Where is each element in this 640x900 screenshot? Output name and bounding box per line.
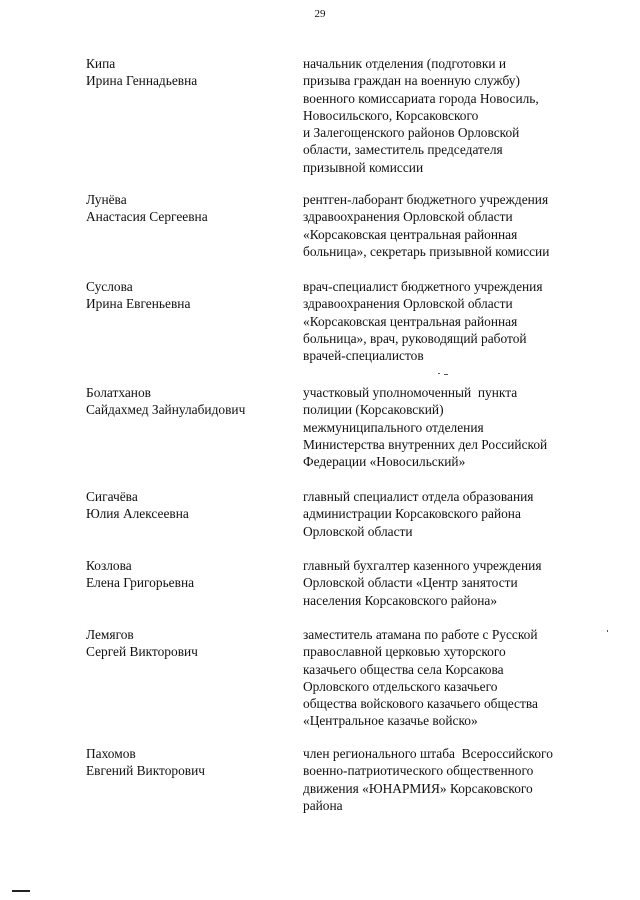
role-line: Министерства внутренних дел Российской <box>303 436 548 452</box>
role-line: района <box>303 797 343 813</box>
member-given-names: Ирина Геннадьевна <box>86 73 198 89</box>
role-line: администрации Корсаковского района <box>303 506 521 522</box>
scan-mark <box>12 890 30 892</box>
scan-speck <box>607 630 608 632</box>
role-line: полиции (Корсаковский) <box>303 402 444 418</box>
member-role <box>303 278 603 364</box>
role-line: Орловской области «Центр занятости <box>303 575 518 591</box>
member-role <box>303 488 603 540</box>
member-name <box>86 488 286 523</box>
role-line: движения «ЮНАРМИЯ» Корсаковского <box>303 780 533 796</box>
member-name <box>86 278 286 313</box>
role-line: призыва граждан на военную службу) <box>303 73 520 89</box>
role-line: здравоохранения Орловской области <box>303 296 513 312</box>
role-line: врач-специалист бюджетного учреждения <box>303 279 543 294</box>
role-line: участковый уполномоченный пункта <box>303 385 518 400</box>
member-surname: Козлова <box>86 558 132 573</box>
role-line: Орловского отдельского казачьего <box>303 678 498 694</box>
member-name <box>86 384 286 419</box>
role-line: главный бухгалтер казенного учреждения <box>303 558 542 573</box>
member-surname: Кипа <box>86 56 116 71</box>
role-line: «Корсаковская центральная районная <box>303 313 518 329</box>
role-line: межмуниципального отделения <box>303 419 484 435</box>
member-name <box>86 55 286 90</box>
member-given-names: Сайдахмед Зайнулабидович <box>86 402 246 418</box>
role-line: заместитель атамана по работе с Русской <box>303 627 538 642</box>
role-line: «Центральное казачье войско» <box>303 713 478 729</box>
member-surname: Болатханов <box>86 385 151 400</box>
role-line: рентген-лаборант бюджетного учреждения <box>303 192 549 207</box>
member-name <box>86 191 286 226</box>
role-line: и Залегощенского районов Орловской <box>303 125 520 141</box>
member-role <box>303 745 603 814</box>
member-given-names: Анастасия Сергеевна <box>86 209 208 225</box>
role-line: населения Корсаковского района» <box>303 592 498 608</box>
role-line: начальник отделения (подготовки и <box>303 56 507 71</box>
role-line: главный специалист отдела образования <box>303 489 534 504</box>
member-surname: Пахомов <box>86 746 136 761</box>
scan-speck <box>444 374 448 375</box>
member-given-names: Евгений Викторович <box>86 763 206 779</box>
member-name <box>86 626 286 661</box>
member-role <box>303 191 603 260</box>
member-role <box>303 626 603 730</box>
page-number: 29 <box>314 8 326 20</box>
member-name <box>86 557 286 592</box>
role-line: Орловской области <box>303 523 413 539</box>
member-surname: Лунёва <box>86 192 127 207</box>
role-line: области, заместитель председателя <box>303 142 503 158</box>
role-line: Федерации «Новосильский» <box>303 454 466 470</box>
member-surname: Лемягов <box>86 627 134 642</box>
role-line: военно-патриотического общественного <box>303 763 534 779</box>
member-role <box>303 55 603 176</box>
member-given-names: Сергей Викторович <box>86 644 198 660</box>
role-line: военного комиссариата города Новосиль, <box>303 90 539 106</box>
role-line: призывной комиссии <box>303 159 424 175</box>
role-line: казачьего общества села Корсакова <box>303 661 504 677</box>
member-surname: Суслова <box>86 279 133 294</box>
member-given-names: Ирина Евгеньевна <box>86 296 191 312</box>
role-line: больница», секретарь призывной комиссии <box>303 243 550 259</box>
role-line: общества войскового казачьего общества <box>303 696 538 712</box>
role-line: член регионального штаба Всероссийского <box>303 746 553 761</box>
role-line: здравоохранения Орловской области <box>303 209 513 225</box>
role-line: Новосильского, Корсаковского <box>303 107 479 123</box>
role-line: «Корсаковская центральная районная <box>303 226 518 242</box>
member-role <box>303 384 603 470</box>
member-name <box>86 745 286 780</box>
scan-speck <box>438 373 440 374</box>
member-role <box>303 557 603 609</box>
member-surname: Сигачёва <box>86 489 138 504</box>
role-line: больница», врач, руководящий работой <box>303 330 527 346</box>
role-line: православной церковью хуторского <box>303 644 506 660</box>
member-given-names: Юлия Алексеевна <box>86 506 189 522</box>
role-line: врачей-специалистов <box>303 348 424 364</box>
member-given-names: Елена Григорьевна <box>86 575 195 591</box>
